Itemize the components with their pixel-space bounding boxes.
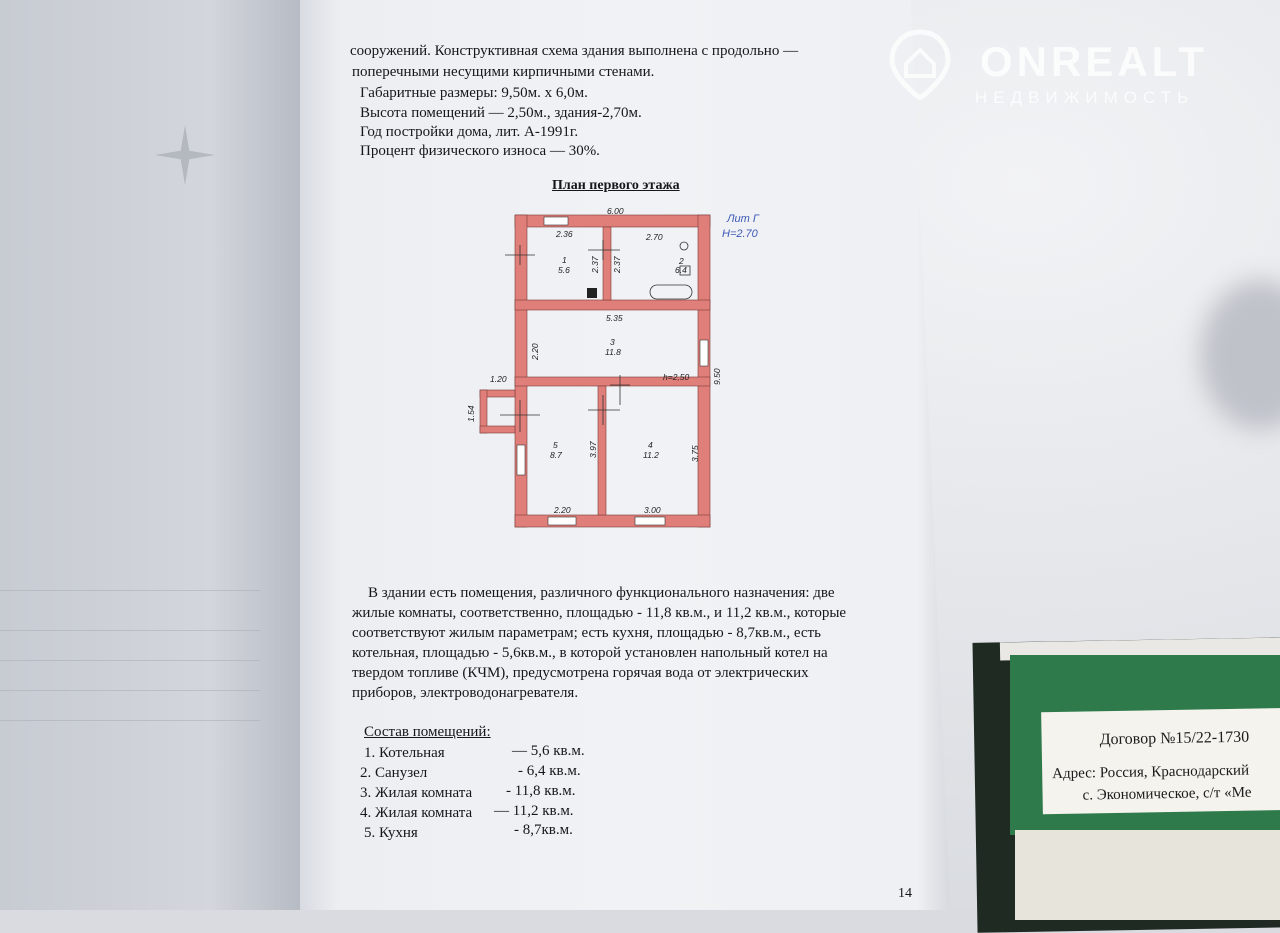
intro-line-1: сооружений. Конструктивная схема здания выполнена с продольно — [350,43,799,59]
page-number: 14 [898,886,912,901]
room-area: 8.7 [550,450,562,460]
bathtub-icon [650,285,692,299]
dimensions-text: Габаритные размеры: 9,50м. х 6,0м. [360,85,588,101]
wear-text: Процент физического износа — 30%. [360,143,600,159]
dim-label: 3.97 [588,441,598,458]
dim-label: 2.37 [612,256,622,273]
room-area: 11.8 [605,347,621,357]
description-line: приборов, электроводонагревателя. [352,685,579,701]
room-area: 6.4 [675,265,687,275]
room-list-area: - 11,8 кв.м. [506,783,576,799]
height-label: Н=2.70 [722,228,758,240]
room-number: 2 [679,256,684,266]
ghost-table-line [0,690,260,691]
ghost-table-line [0,720,260,721]
binder-inner-page [1015,830,1280,920]
address-line: Адрес: Россия, Краснодарский [1052,762,1250,783]
room-number: 4 [648,440,653,450]
room-list-area: - 6,4 кв.м. [518,763,581,779]
room-number: 5 [553,440,558,450]
dim-label: 1.54 [466,405,476,422]
toilet-icon [680,242,688,250]
height-text: Высота помещений — 2,50м., здания-2,70м. [360,105,642,121]
room-number: 1 [562,255,567,265]
room-list-area: — 5,6 кв.м. [512,743,585,759]
address-line: с. Экономическое, с/т «Ме [1082,784,1252,804]
dim-label: 3.00 [644,505,661,515]
rooms-heading: Состав помещений: [364,724,491,740]
room-list-label: 3. Жилая комната [360,785,473,801]
inner-height-label: h=2,50 [663,372,690,382]
ghost-table-line [0,630,260,631]
dim-label: 2.20 [530,343,540,360]
room-area: 11.2 [643,450,659,460]
room-list-label: 1. Котельная [364,745,445,761]
room-area: 5.6 [558,265,570,275]
room-list-area: — 11,2 кв.м. [494,803,574,819]
dim-label: 2.20 [554,505,571,515]
dim-label: 2.37 [590,256,600,273]
dim-label: 5.35 [606,313,623,323]
plan-title: План первого этажа [552,178,680,193]
contract-number: Договор №15/22-1730 [1099,728,1250,749]
compass-rose-icon [150,120,220,190]
description-line: котельная, площадью - 5,6кв.м., в которой установлен напольный котел на [352,645,828,661]
dim-label: 3.75 [690,445,700,462]
room-list-area: - 8,7кв.м. [514,822,573,838]
dim-label: 2.36 [556,229,573,239]
floor-plan [460,200,790,540]
year-text: Год постройки дома, лит. А-1991г. [360,124,579,140]
ghost-table-line [0,590,260,591]
plan-width-label: 6.00 [607,206,624,216]
ghost-table-line [0,660,260,661]
lit-label: Лит Г [727,213,759,225]
description-line: твердом топливе (КЧМ), предусмотрена горячая вода от электрических [352,665,809,681]
boiler-icon [587,288,597,298]
onrealt-logo-icon [888,28,952,100]
room-list-label: 5. Кухня [364,825,418,841]
room-list-label: 2. Санузел [360,765,428,781]
dim-label: 9.50 [712,368,722,385]
room-number: 3 [610,337,615,347]
watermark-subtitle: НЕДВИЖИМОСТЬ [975,88,1195,107]
dim-label: 2.70 [646,232,663,242]
description-line: В здании есть помещения, различного функционального назначения: две [368,585,835,601]
room-list-label: 4. Жилая комната [360,805,473,821]
left-page [0,0,300,910]
description-line: жилые комнаты, соответственно, площадью - 11,8 кв.м., и 11,2 кв.м., которые [352,605,847,621]
description-line: соответствуют жилым параметрам; есть кухня, площадью - 8,7кв.м., есть [352,625,821,641]
binder-label [1041,708,1280,815]
dim-label: 1.20 [490,374,507,384]
intro-line-2: поперечными несущими кирпичными стенами. [352,64,655,80]
watermark-name: ONREALT [980,38,1208,85]
